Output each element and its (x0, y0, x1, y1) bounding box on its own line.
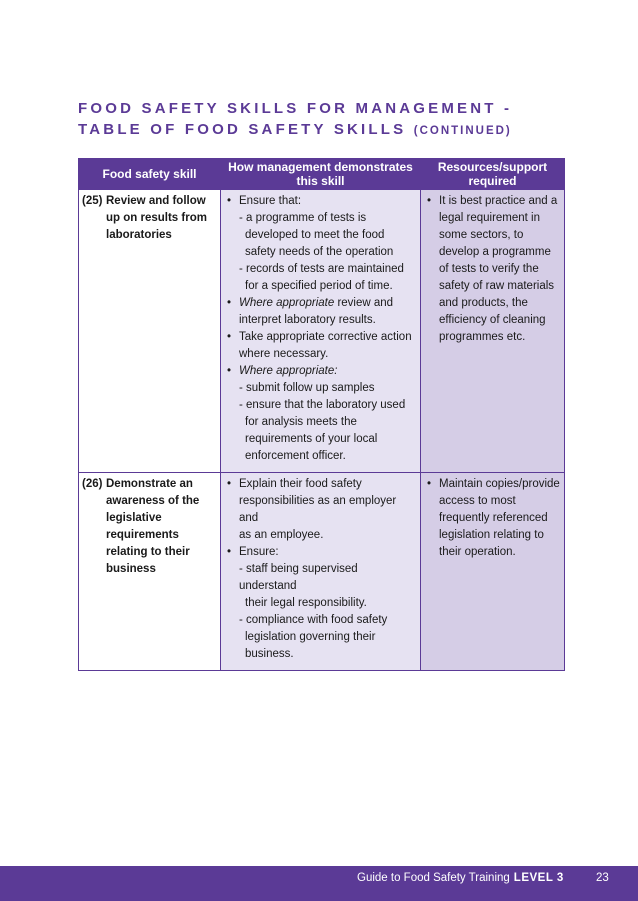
how-text: developed to meet the food (245, 229, 385, 241)
list-item (425, 476, 560, 493)
how-text: requirements of your local (245, 433, 378, 445)
resources-text: legislation relating to (439, 529, 544, 541)
skill-name: Demonstrate an awareness of the legislative requirements relating to their business (106, 478, 200, 575)
how-text: legislation governing their (245, 631, 376, 643)
how-text: - submit follow up samples (239, 382, 375, 394)
how-cell (221, 190, 421, 473)
how-text: Ensure that: (239, 195, 302, 207)
table-row (79, 473, 565, 671)
table-row (79, 190, 565, 473)
resources-text: programmes etc. (439, 331, 526, 343)
list-item (225, 329, 416, 346)
skill-name: Review and follow up on results from laboratories (106, 195, 207, 241)
skill-item (82, 193, 218, 244)
bullet: • (227, 478, 232, 490)
title-continued: (CONTINUED) (413, 125, 512, 137)
bullet: • (227, 297, 232, 309)
list-item (225, 210, 416, 227)
bullet: • (227, 546, 232, 558)
resources-text: their operation. (439, 546, 516, 558)
how-text: responsibilities as an employer and (239, 495, 397, 524)
bullet: • (427, 195, 432, 207)
how-text-italic: Where appropriate: (239, 365, 338, 377)
how-text-italic: Where appropriate (239, 297, 335, 309)
resources-text: It is best practice and a (439, 195, 558, 207)
resources-cell (421, 473, 565, 671)
how-text-rest: review and (334, 297, 394, 309)
list-item (225, 397, 416, 414)
bullet: • (227, 365, 232, 377)
resources-cell (421, 190, 565, 473)
skill-cell (79, 190, 221, 473)
resources-text: develop a programme (439, 246, 551, 258)
how-text: - staff being supervised understand (239, 563, 358, 592)
header-food-safety-skill: Food safety skill (79, 159, 221, 190)
resources-text: efficiency of cleaning (439, 314, 546, 326)
resources-text: Maintain copies/provide (439, 478, 560, 490)
how-text: - ensure that the laboratory used (239, 399, 406, 411)
list-item (225, 380, 416, 397)
header-how-management: How management demonstrates this skill (221, 159, 421, 190)
how-text: their legal responsibility. (245, 597, 367, 609)
bullet: • (427, 478, 432, 490)
list-item (225, 295, 416, 312)
title-line-2 (78, 119, 512, 142)
bullet: • (227, 195, 232, 207)
skill-number: (26) (82, 478, 103, 490)
list-item (225, 612, 416, 629)
how-text: safety needs of the operation (245, 246, 394, 258)
how-text: for a specified period of time. (245, 280, 393, 292)
how-text: Take appropriate corrective action (239, 331, 412, 343)
how-text: - records of tests are maintained (239, 263, 404, 275)
page-title (78, 98, 512, 142)
skill-item (82, 476, 218, 578)
resources-text: access to most (439, 495, 516, 507)
page-footer (0, 866, 638, 901)
resources-text: frequently referenced (439, 512, 548, 524)
footer-level: LEVEL 3 (513, 872, 564, 884)
how-text: Ensure: (239, 546, 279, 558)
resources-text: safety of raw materials (439, 280, 555, 292)
footer-guide (357, 872, 564, 884)
skill-number: (25) (82, 195, 103, 207)
how-text: - compliance with food safety (239, 614, 388, 626)
how-text: - a programme of tests is (239, 212, 367, 224)
how-text (239, 295, 393, 312)
table-header-row (79, 159, 565, 190)
how-cell (221, 473, 421, 671)
footer-guide-title: Guide to Food Safety Training (357, 872, 510, 884)
list-item (225, 261, 416, 278)
how-text: for analysis meets the (245, 416, 357, 428)
how-text: as an employee. (239, 529, 324, 541)
list-item (225, 476, 416, 493)
page-number: 23 (596, 872, 609, 884)
list-item (225, 363, 416, 380)
list-item (225, 561, 416, 595)
skill-cell (79, 473, 221, 671)
title-line-1: FOOD SAFETY SKILLS FOR MANAGEMENT - (78, 100, 513, 117)
list-item (225, 193, 416, 210)
header-resources-support: Resources/support required (421, 159, 565, 190)
how-text: interpret laboratory results. (239, 314, 376, 326)
title-line-2-text: TABLE OF FOOD SAFETY SKILLS (78, 121, 407, 138)
resources-text: of tests to verify the (439, 263, 539, 275)
list-item (225, 544, 416, 561)
how-text: where necessary. (239, 348, 329, 360)
food-safety-skills-table (78, 158, 565, 671)
resources-text: legal requirement in (439, 212, 541, 224)
list-item (425, 193, 560, 210)
resources-text: and products, the (439, 297, 528, 309)
how-text: enforcement officer. (245, 450, 346, 462)
resources-text: some sectors, to (439, 229, 524, 241)
bullet: • (227, 331, 232, 343)
how-text: Explain their food safety (239, 478, 362, 490)
how-text: business. (245, 648, 294, 660)
